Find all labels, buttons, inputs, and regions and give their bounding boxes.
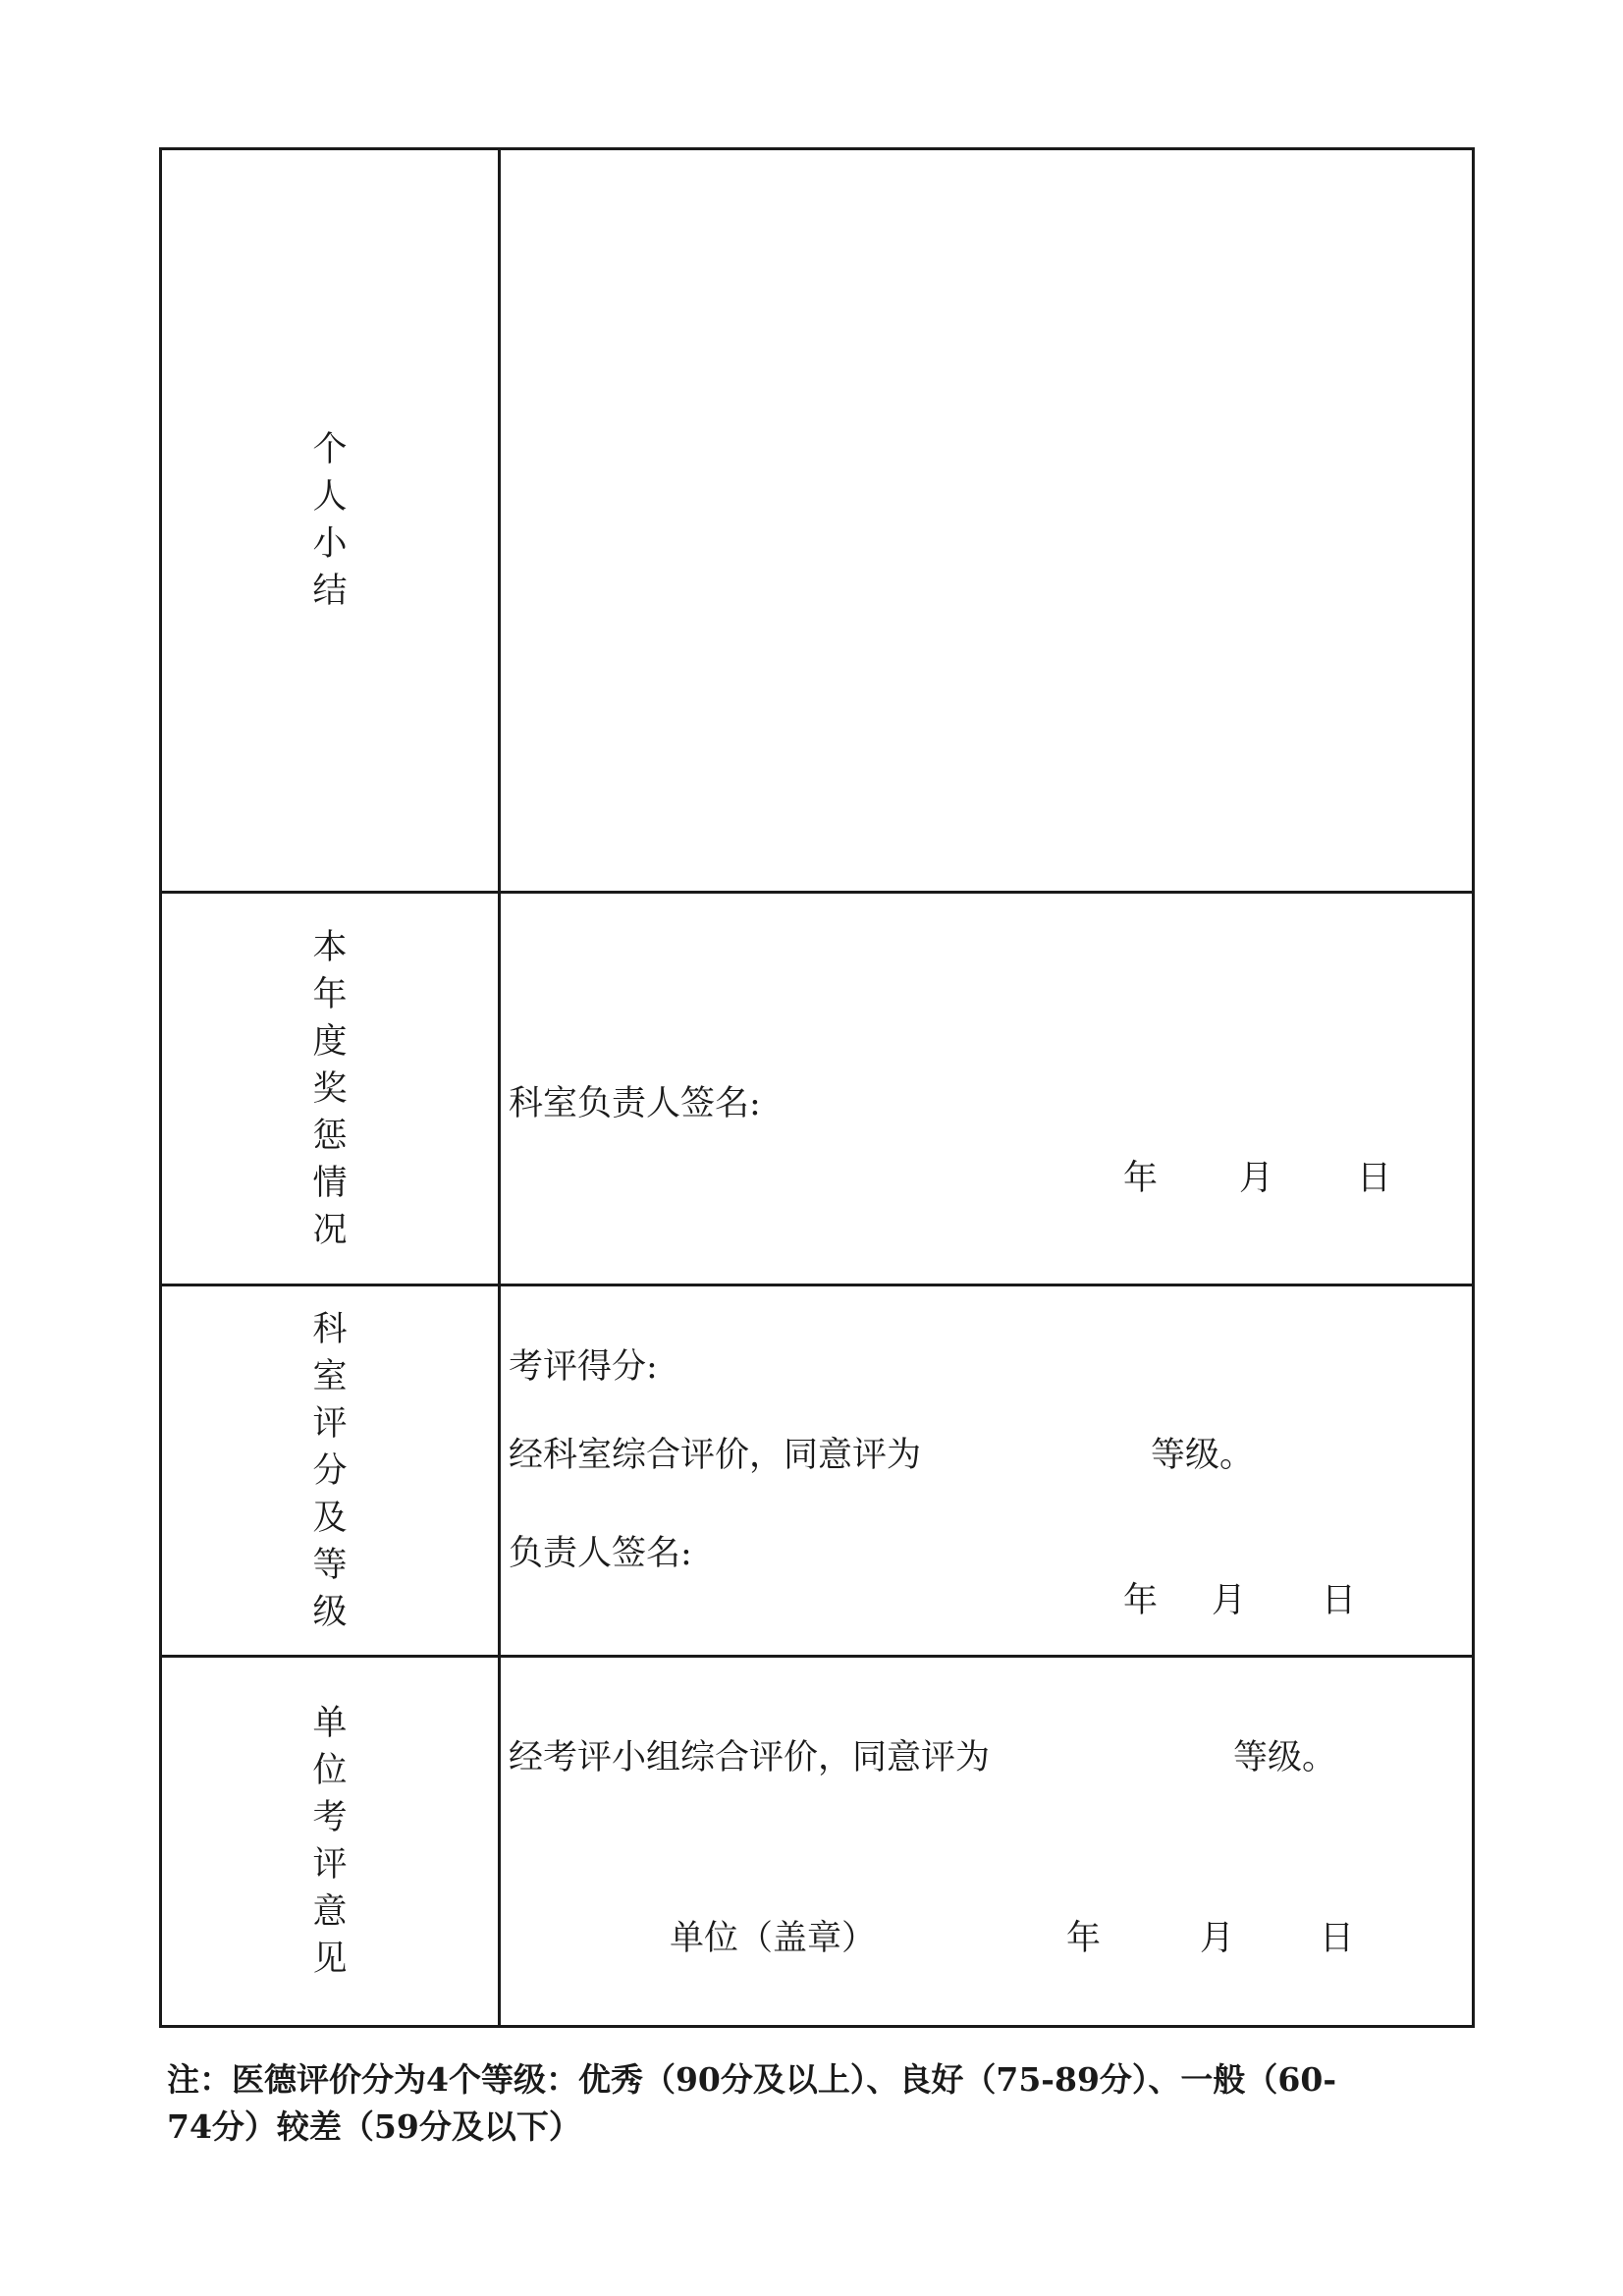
label-cell-personal-summary — [161, 149, 500, 893]
row-personal-summary — [161, 149, 1474, 893]
personal-summary-field[interactable] — [500, 149, 1474, 893]
unit-eval-prefix: 经考评小组综合评价，同意评为 — [509, 1738, 991, 1777]
row-dept-rating — [161, 1285, 1474, 1657]
unit-month-label: 月 — [1200, 1919, 1235, 1958]
dept-eval-suffix: 等级。 — [1151, 1436, 1255, 1475]
rewards-year-label: 年 — [1123, 1159, 1159, 1198]
unit-seal-label: 单位（盖章） — [670, 1919, 877, 1958]
row-rewards — [161, 893, 1474, 1285]
rewards-field[interactable] — [500, 893, 1474, 1285]
rewards-month-label: 月 — [1239, 1159, 1274, 1198]
rewards-label: 本年度奖惩情况 — [312, 927, 348, 1250]
dept-head-signature-label: 科室负责人签名: — [509, 1084, 761, 1123]
dept-year-label: 年 — [1123, 1581, 1159, 1620]
unit-opinion-label: 单位考评意见 — [312, 1704, 348, 1979]
dept-day-label: 日 — [1322, 1581, 1357, 1620]
head-signature-label: 负责人签名: — [509, 1534, 692, 1573]
row-unit-opinion — [161, 1657, 1474, 2027]
dept-rating-label: 科室评分及等级 — [312, 1309, 348, 1632]
label-cell-unit-opinion — [161, 1657, 500, 2027]
dept-eval-prefix: 经科室综合评价，同意评为 — [509, 1436, 922, 1475]
evaluation-form-table — [159, 147, 1475, 2028]
rewards-day-label: 日 — [1357, 1159, 1392, 1198]
grading-note-line-1: 注：医德评价分为4个等级：优秀（90分及以上）、良好（75-89分）、一般（60- — [167, 2060, 1337, 2099]
label-cell-dept-rating — [161, 1285, 500, 1657]
grading-note — [167, 2056, 1483, 2151]
grading-note-line-2: 74分）较差（59分及以下） — [167, 2107, 581, 2146]
dept-month-label: 月 — [1212, 1581, 1247, 1620]
unit-opinion-field[interactable] — [500, 1657, 1474, 2027]
unit-day-label: 日 — [1320, 1919, 1355, 1958]
label-cell-rewards — [161, 893, 500, 1285]
personal-summary-label: 个人小结 — [312, 430, 348, 611]
unit-eval-suffix: 等级。 — [1233, 1738, 1337, 1777]
unit-year-label: 年 — [1066, 1919, 1102, 1958]
score-label: 考评得分: — [509, 1347, 658, 1387]
dept-rating-field[interactable] — [500, 1285, 1474, 1657]
